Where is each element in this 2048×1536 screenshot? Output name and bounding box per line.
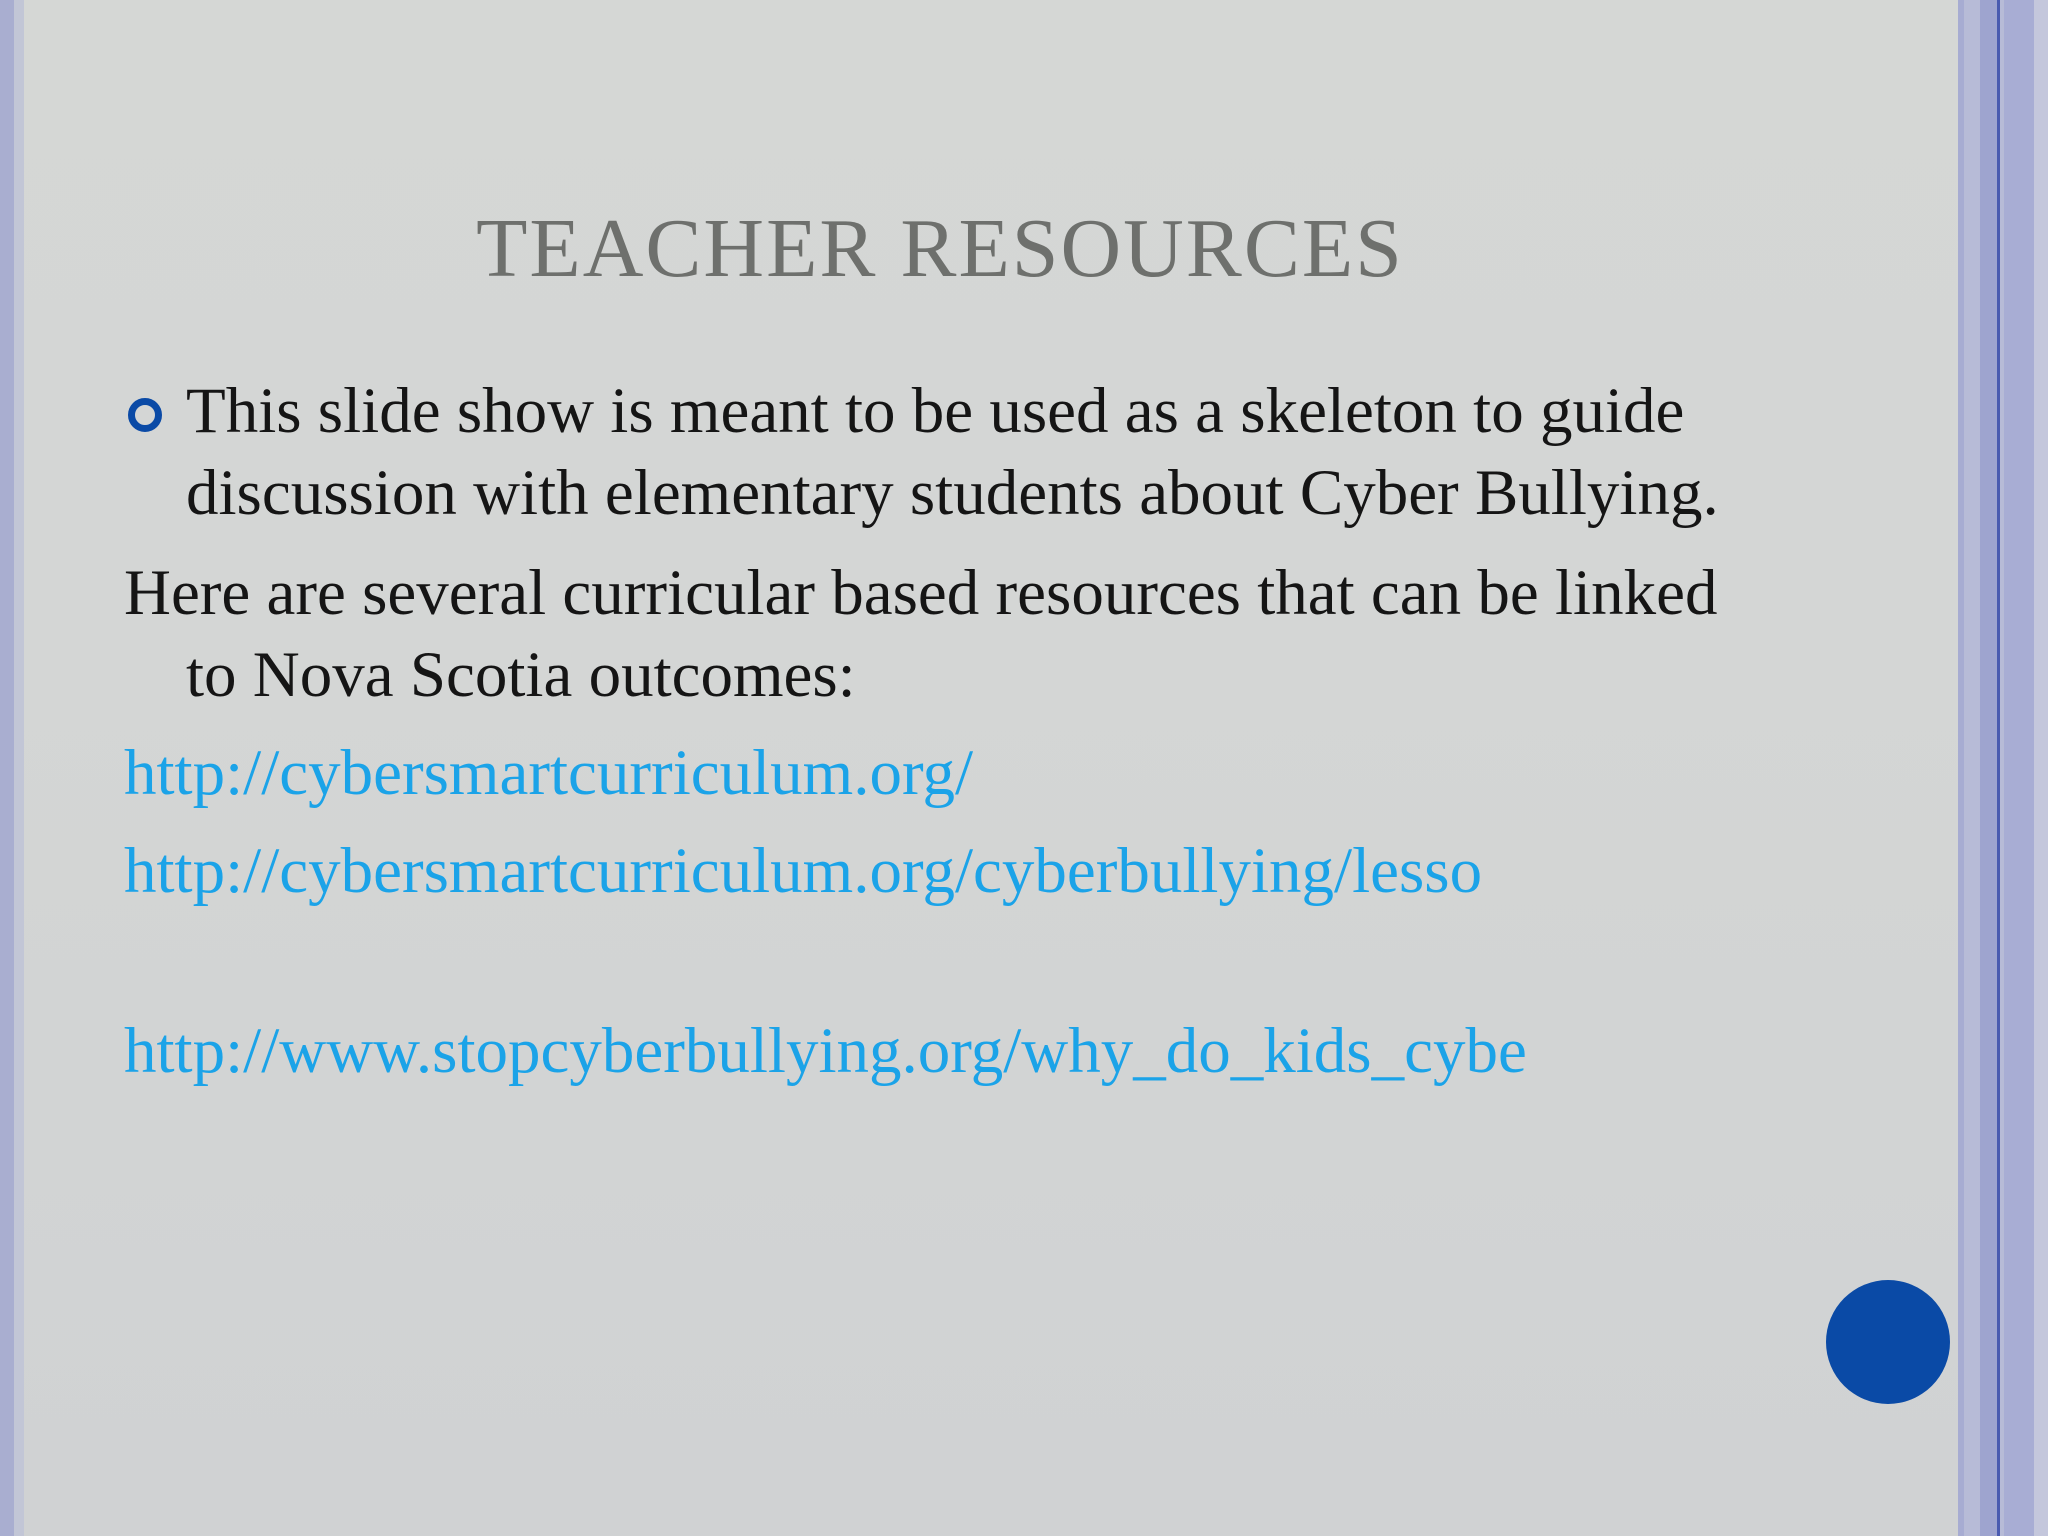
filled-circle-icon: [1826, 1280, 1950, 1404]
right-border-line: [2034, 0, 2048, 1536]
right-border-line: [1997, 0, 2000, 1536]
bullet-text: This slide show is meant to be used as a skeleton to guide discussion with elementary students about Cyber Bullying.: [186, 375, 1719, 529]
hollow-circle-bullet-icon: [128, 398, 162, 432]
resource-link[interactable]: http://cybersmartcurriculum.org/cyberbullying/lesso: [124, 835, 1483, 907]
right-border-line: [1958, 0, 1964, 1536]
slide-title: TEACHER RESOURCES: [476, 202, 1404, 295]
resource-link[interactable]: http://cybersmartcurriculum.org/: [124, 737, 973, 809]
slide-content: [124, 370, 1754, 1190]
resource-link[interactable]: http://www.stopcyberbullying.org/why_do_kids_cybe: [124, 1015, 1527, 1087]
bullet-item: [124, 370, 1754, 534]
right-border-line: [2004, 0, 2034, 1536]
right-border-line: [1980, 0, 1998, 1536]
intro-paragraph: Here are several curricular based resources that can be linked to Nova Scotia outcomes:: [124, 557, 1718, 711]
